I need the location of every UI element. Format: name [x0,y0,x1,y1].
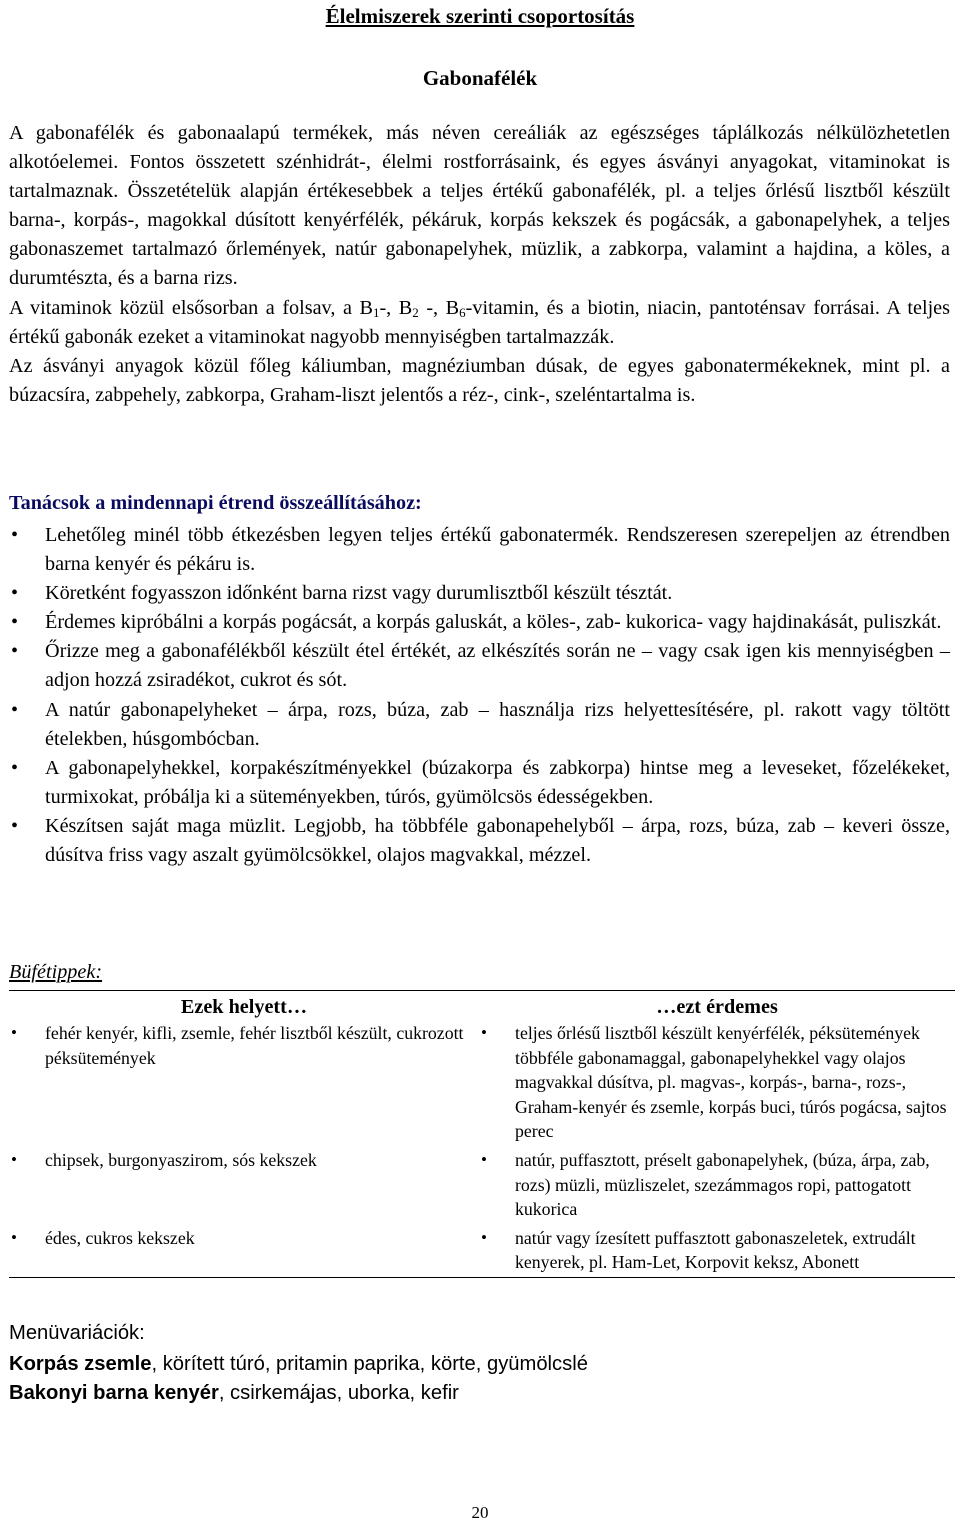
tips-heading: Tanácsok a mindennapi étrend összeállításához: [9,492,422,514]
table-row [9,1222,955,1277]
bullet-icon: • [481,1023,487,1042]
column-header-recommended: …ezt érdemes [656,995,778,1018]
list-item [9,812,950,870]
table-row [9,1144,955,1222]
menu-item-rest: , csirkemájas, uborka, kefir [218,1382,459,1404]
menu-item-main: Korpás zsemle [9,1353,152,1375]
list-item [9,579,950,608]
cell-text: chipsek, burgonyaszirom, sós kekszek [45,1149,317,1170]
intro-text-span: A vitaminok közül elsősorban a folsav, a B [9,296,373,319]
page-title: Élelmiszerek szerinti csoportosítás [325,4,635,28]
bullet-icon: • [11,640,19,663]
cell-text: natúr, puffasztott, préselt gabonapelyhek, (búza, árpa, zab, rozs) müzli, müzliszelet, szezámmagos ropi, pattogatott kukorica [515,1149,930,1220]
menu-variations-label: Menüvariációk: [9,1322,145,1344]
section-title: Gabonafélék [422,66,538,90]
intro-text-span: -, B [418,296,460,319]
table-cell [479,1021,955,1144]
cell-text: natúr vagy ízesített puffasztott gabonaszeletek, extrudált kenyerek, pl. Ham-Let, Korpovit keksz, Abonett [515,1227,916,1273]
bullet-icon: • [11,814,19,837]
cell-text: teljes őrlésű lisztből készült kenyérfélék, péksütemények többféle gabonamaggal, gabonapelyhekkel vagy olajos magvakkal dúsítva, pl. magvas-, korpás-, barna-, rozs-, Graham-kenyér és zsemle, korpás buci, túrós pogácsa, sajtos perec [515,1023,947,1142]
intro-paragraph-3: Az ásványi anyagok közül főleg káliumban, magnéziumban dúsak, de egyes gabonatermékeknek, mint pl. a búzacsíra, zabpehely, zabkorpa, Graham-liszt jelentős a réz-, cink-, szeléntartalma is. [9,354,950,406]
list-item [9,696,950,754]
substitution-table [9,990,955,1278]
menu-item-main: Bakonyi barna kenyér [9,1382,219,1404]
menu-item-rest: , körített túró, pritamin paprika, körte, gyümölcslé [151,1353,588,1375]
subscript: 1 [372,304,380,320]
bullet-icon: • [11,611,19,634]
column-header-instead: Ezek helyett… [180,995,308,1018]
bullet-icon: • [11,1227,17,1247]
intro-paragraph-1: A gabonafélék és gabonaalapú termékek, más néven cereáliák az egészséges táplálkozás nélkülözhetetlen alkotóelemei. Fontos összetett szénhidrát-, élelmi rostforrásaink, és egyes ásványi anyagokat, vitaminokat is tartalmaznak. Összetételük alapján értékesebbek a teljes értékű gabonafélék, pl. a teljes őrlésű lisztből készült barna-, korpás-, magokkal dúsított kenyérfélék, pékáruk, korpás kekszek és pogácsák, a gabonapelyhek, a teljes gabonaszemet tartalmazó őrlemények, natúr gabonapelyhek, müzlik, a zabkorpa, valamint a hajdina, a köles, a durumtészta, és a barna rizs. [9,122,950,290]
tip-text: A natúr gabonapelyheket – árpa, rozs, búza, zab – használja rizs helyettesítésére, pl. rakott vagy töltött ételekben, húsgombócban. [45,698,950,750]
tip-text: Lehetőleg minél több étkezésben legyen teljes értékű gabonatermék. Rendszeresen szerepeljen az étrendben barna kenyér és pékáru is. [45,524,950,576]
bullet-icon: • [11,582,19,605]
tip-text: Őrizze meg a gabonafélékből készült étel értékét, az elkészítés során ne – vagy csak igen kis mennyiségben – adjon hozzá zsiradékot, cukrot és sót. [45,640,950,692]
page-number: 20 [471,1503,489,1522]
table-cell [479,1222,955,1277]
bullet-icon: • [481,1149,487,1169]
tip-text: A gabonapelyhekkel, korpakészítményekkel (búzakorpa és zabkorpa) hintse meg a leveseket, főzelékeket, turmixokat, próbálja ki a süteményekben, túrós, gyümölcsös édességekben. [45,756,950,808]
menu-item [9,1350,588,1379]
bullet-icon: • [11,1023,17,1042]
list-item [9,754,950,812]
cell-text: édes, cukros kekszek [45,1227,195,1248]
menu-item [9,1379,588,1408]
bullet-icon: • [481,1227,487,1247]
bullet-icon: • [11,1149,17,1169]
subscript: 6 [459,304,466,320]
menu-variations [9,1350,588,1408]
list-item [9,637,950,695]
tip-text: Köretként fogyasszon időnként barna rizst vagy durumlisztből készült tésztát. [45,582,673,605]
intro-text-span: -vitamin, és a biotin, niacin, pantoténsav forrásai. A teljes értékű gabonák ezeket a vitaminokat nagyobb mennyiségben tartalmazzák. [9,296,951,348]
list-item [9,608,950,637]
table-cell [9,1021,479,1144]
intro-paragraph-2 [9,294,950,352]
subscript: 2 [412,304,419,320]
bullet-icon: • [11,698,19,721]
table-cell [479,1144,955,1222]
tip-text: Készítsen saját maga müzlit. Legjobb, ha többféle gabonapehelyből – árpa, rozs, búza, zab – keveri össze, dúsítva friss vagy aszalt gyümölcsökkel, olajos magvakkal, mézzel. [45,814,950,867]
bullet-icon: • [11,756,19,779]
intro-text-span: -, B [379,296,413,319]
list-item [9,521,950,579]
table-row [9,1021,955,1144]
intro-text [9,119,950,410]
table-cell [9,1222,479,1277]
table-cell [9,1144,479,1222]
tips-list [9,521,950,870]
cell-text: fehér kenyér, kifli, zsemle, fehér lisztből készült, cukrozott péksütemények [45,1023,464,1068]
bullet-icon: • [11,524,19,546]
buffet-tips-heading: Büfétippek: [9,961,103,983]
tip-text: Érdemes kipróbálni a korpás pogácsát, a korpás galuskát, a köles-, zab- kukorica- vagy hajdinakását, puliszkát. [45,611,942,634]
